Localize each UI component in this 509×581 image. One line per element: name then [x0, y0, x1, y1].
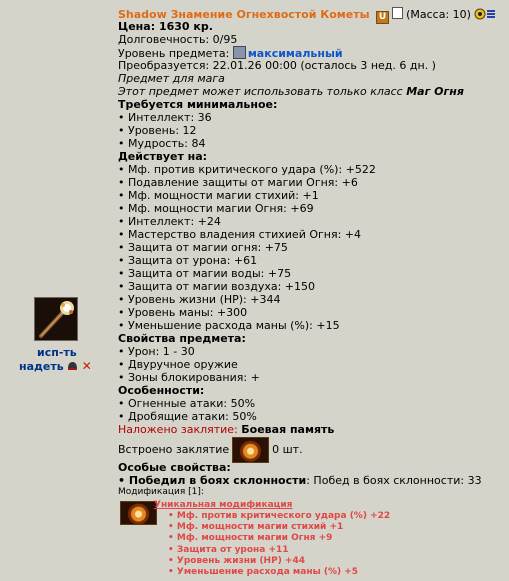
embedded-spell-icon[interactable]: [232, 437, 269, 463]
item-weight: (Масса: 10): [406, 8, 471, 21]
item-level-label: Уровень предмета:: [118, 47, 230, 60]
mod-item: • Защита от урона +11: [168, 545, 390, 556]
mod-item: • Уменьшение расхода маны (%) +5: [168, 567, 390, 578]
effect-item: • Защита от магии воды: +75: [118, 267, 292, 280]
wins-row: [118, 474, 506, 487]
wins-label: • Победил в боях склонности: [118, 474, 307, 487]
price-row: [118, 20, 506, 33]
item-name: Shadow Знамение Огнехвостой Кометы: [118, 8, 370, 21]
class-note: [118, 85, 506, 98]
fire-staff-icon[interactable]: [34, 297, 78, 341]
mod-count: Модификация [1]:: [118, 487, 204, 497]
requirement-item: • Мудрость: 84: [118, 137, 206, 150]
emblem-icon: [474, 8, 496, 21]
mod-title[interactable]: Уникальная модификация: [154, 500, 293, 510]
features-heading: Особенности:: [118, 384, 205, 397]
properties-heading: Свойства предмета:: [118, 332, 246, 345]
modification-block: [118, 498, 506, 578]
embedded-spell-count: 0 шт.: [272, 443, 303, 456]
effect-item: • Уменьшение расхода маны (%): +15: [118, 319, 340, 332]
mod-item: • Мф. мощности магии Огня +9: [168, 533, 390, 544]
durability: Долговечность: 0/95: [118, 33, 238, 46]
effect-item: • Защита от магии огня: +75: [118, 241, 288, 254]
document-icon[interactable]: [392, 7, 403, 19]
price-value: 1630 кр.: [158, 20, 213, 33]
class-note-prefix: Этот предмет может использовать только класс: [118, 85, 403, 98]
effect-item: • Уровень жизни (HP): +344: [118, 293, 281, 306]
spell-row: [118, 423, 506, 436]
spell-name: Боевая память: [241, 423, 335, 436]
helmet-icon[interactable]: [67, 361, 78, 371]
class-name: Маг Огня: [406, 85, 464, 98]
modification-icon: [120, 501, 157, 525]
item-purpose: Предмет для мага: [118, 72, 225, 85]
item-level-row: [118, 46, 506, 59]
item-title-row: [118, 7, 506, 20]
effect-item: • Мастерство владения стихией Огня: +4: [118, 228, 362, 241]
mod-item: • Уровень жизни (HP) +44: [168, 556, 390, 567]
effect-item: • Мф. мощности магии стихий: +1: [118, 189, 319, 202]
transform-date: Преобразуется: 22.01.26 00:00 (осталось 3 нед. 6 дн. ): [118, 59, 436, 72]
embedded-spell-prefix: Встроено заклятие: [118, 443, 230, 456]
embedded-spell-row: [118, 437, 506, 461]
special-heading: Особые свойства:: [118, 461, 231, 474]
mod-item: • Мф. мощности магии стихий +1: [168, 522, 390, 533]
item-actions-panel: [0, 0, 112, 581]
effect-item: • Защита от урона: +61: [118, 254, 258, 267]
effect-item: • Мф. мощности магии Огня: +69: [118, 202, 314, 215]
price-label: Цена:: [118, 20, 156, 33]
u-badge-icon: U: [376, 11, 389, 24]
wear-link[interactable]: надеть: [19, 360, 64, 373]
property-item: • Урон: 1 - 30: [118, 345, 195, 358]
use-link[interactable]: исп-ть: [37, 346, 77, 359]
mod-list: [168, 511, 390, 578]
requirement-item: • Интеллект: 36: [118, 111, 212, 124]
effect-item: • Подавление защиты от магии Огня: +6: [118, 176, 358, 189]
feature-item: • Дробящие атаки: 50%: [118, 410, 257, 423]
mod-item: • Мф. против критического удара (%) +22: [168, 511, 390, 522]
wear-row: [19, 359, 92, 373]
requirements-heading: Требуется минимальное:: [118, 98, 278, 111]
effect-item: • Уровень маны: +300: [118, 306, 248, 319]
effect-item: • Интеллект: +24: [118, 215, 221, 228]
property-item: • Двуручное оружие: [118, 358, 238, 371]
wins-value: : Побед в боях склонности: 33: [306, 474, 482, 487]
spell-label: Наложено заклятие:: [118, 423, 238, 436]
effect-item: • Мф. против критического удара (%): +522: [118, 163, 376, 176]
item-level-value: максимальный: [247, 47, 343, 60]
level-icon: [233, 46, 246, 59]
requirement-item: • Уровень: 12: [118, 124, 197, 137]
delete-icon[interactable]: ✕: [81, 359, 92, 373]
effects-heading: Действует на:: [118, 150, 208, 163]
feature-item: • Огненные атаки: 50%: [118, 397, 256, 410]
effect-item: • Защита от магии воздуха: +150: [118, 280, 316, 293]
item-info: [118, 7, 506, 578]
property-item: • Зоны блокирования: +: [118, 371, 260, 384]
